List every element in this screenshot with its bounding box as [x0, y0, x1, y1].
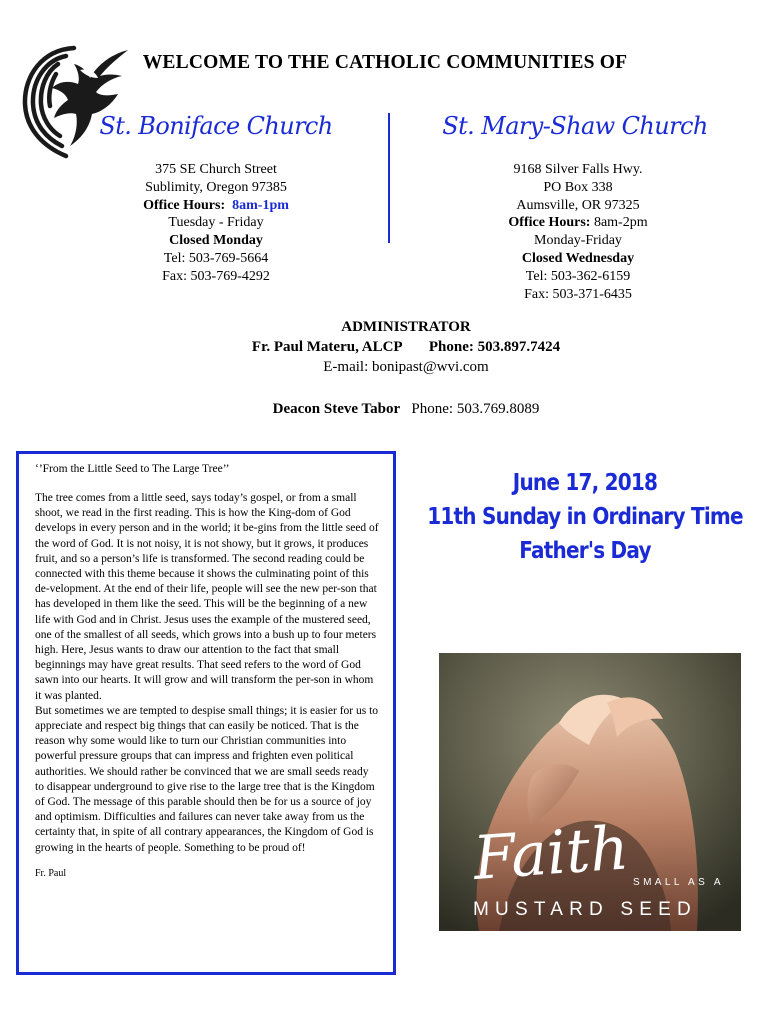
- boniface-address-street: 375 SE Church Street: [155, 162, 277, 177]
- mary-address-street: 9168 Silver Falls Hwy.: [513, 162, 643, 177]
- administrator-heading: ADMINISTRATOR: [341, 319, 471, 335]
- deacon-name: Deacon Steve Tabor: [272, 401, 401, 417]
- faith-script: Faith: [471, 813, 631, 894]
- boniface-closed: Closed Monday: [169, 233, 263, 249]
- administrator-email: E-mail: bonipast@wvi.com: [323, 359, 489, 375]
- office-hours-value: 8am-2pm: [593, 215, 648, 231]
- boniface-tel: Tel: 503-769-5664: [163, 250, 269, 266]
- administrator-line: [0, 337, 770, 357]
- mary-office-hours: [468, 214, 688, 232]
- column-divider: [388, 113, 390, 243]
- boniface-office-hours: [108, 197, 324, 215]
- liturgical-sunday: 11th Sunday in Ordinary Time: [427, 504, 743, 530]
- occasion-title: Father's Day: [519, 538, 651, 564]
- mary-shaw-info: [468, 161, 688, 303]
- page-title: WELCOME TO THE CATHOLIC COMMUNITIES OF: [142, 52, 628, 73]
- mary-closed: Closed Wednesday: [521, 250, 635, 266]
- dove-icon: [18, 42, 130, 164]
- mary-po-box: PO Box 338: [543, 179, 613, 195]
- boniface-fax: Fax: 503-769-4292: [162, 268, 270, 284]
- mary-shaw-church-name: St. Mary-Shaw Church: [442, 112, 708, 140]
- office-hours-label: Office Hours:: [508, 215, 591, 231]
- administrator-block: [0, 317, 770, 377]
- boniface-church-name: St. Boniface Church: [99, 112, 333, 140]
- small-as-a-text: SMALL AS A: [633, 877, 724, 888]
- boniface-address-city: Sublimity, Oregon 97385: [145, 179, 287, 195]
- office-hours-label: Office Hours:: [143, 197, 226, 213]
- administrator-name: Fr. Paul Materu, ALCP: [251, 339, 403, 355]
- bulletin-date: June 17, 2018: [512, 470, 658, 496]
- mary-fax: Fax: 503-371-6435: [524, 286, 632, 302]
- mary-tel: Tel: 503-362-6159: [525, 268, 631, 284]
- reflection-paragraph: The tree comes from a little seed, says today’s gospel, or from a small shoot, we read in the first reading. This is how the King-dom of God develops in every person and in the world; it be-gins from the little seed of the word of God. It is not noisy, it is not showy, but it grows, it produces fruit, and so a person’s life is transformed. The second reading could be connected with this theme because it shows the culminating point of this de-velopment. At the end of their life, people will see the new per-son that has developed in them like the seed. This will be the beginning of a new life with God and in Christ. Jesus uses the example of the mustered seed, one of the smallest of all seeds, which grows into a bush up to four meters high. Here, Jesus wants to draw our attention to the fact that small beginnings may have great results. That seed refers to the word of God sawn into our hearts. It will grow and will transform the per-son in whom it was planted.: [35, 492, 379, 702]
- reflection-signature: Fr. Paul: [35, 867, 67, 879]
- administrator-phone: Phone: 503.897.7424: [428, 339, 561, 355]
- deacon-line: [0, 401, 770, 418]
- reflection-box: [16, 451, 396, 975]
- mustard-seed-text: MUSTARD SEED: [473, 899, 697, 920]
- reflection-body: [35, 491, 379, 856]
- reflection-paragraph: But sometimes we are tempted to despise small things; it is easier for us to appreciate and respect big things that can easily be noticed. That is the reason why some would like to turn our Christian communities into powerful pressure groups that can impress and frighten even political authorities. We should rather be convinced that we are small seeds ready to disappear underground to give rise to the large tree that is the Kingdom of God. The message of this parable should then be for us a source of joy and optimism. Difficulties and failures can never take away from us the certainty that, in spite of all contrary appearances, the Kingdom of God is growing in the hearts of people. Something to be proud of!: [35, 704, 379, 854]
- reflection-title: ‘’From the Little Seed to The Large Tree’’: [35, 463, 230, 475]
- mary-days: Monday-Friday: [534, 233, 622, 249]
- boniface-info: [108, 161, 324, 286]
- faith-mustard-seed-image: [439, 653, 741, 931]
- office-hours-value: 8am-1pm: [232, 197, 289, 213]
- boniface-days: Tuesday - Friday: [168, 215, 264, 231]
- deacon-phone: Phone: 503.769.8089: [411, 401, 540, 417]
- mary-address-city: Aumsville, OR 97325: [516, 197, 640, 213]
